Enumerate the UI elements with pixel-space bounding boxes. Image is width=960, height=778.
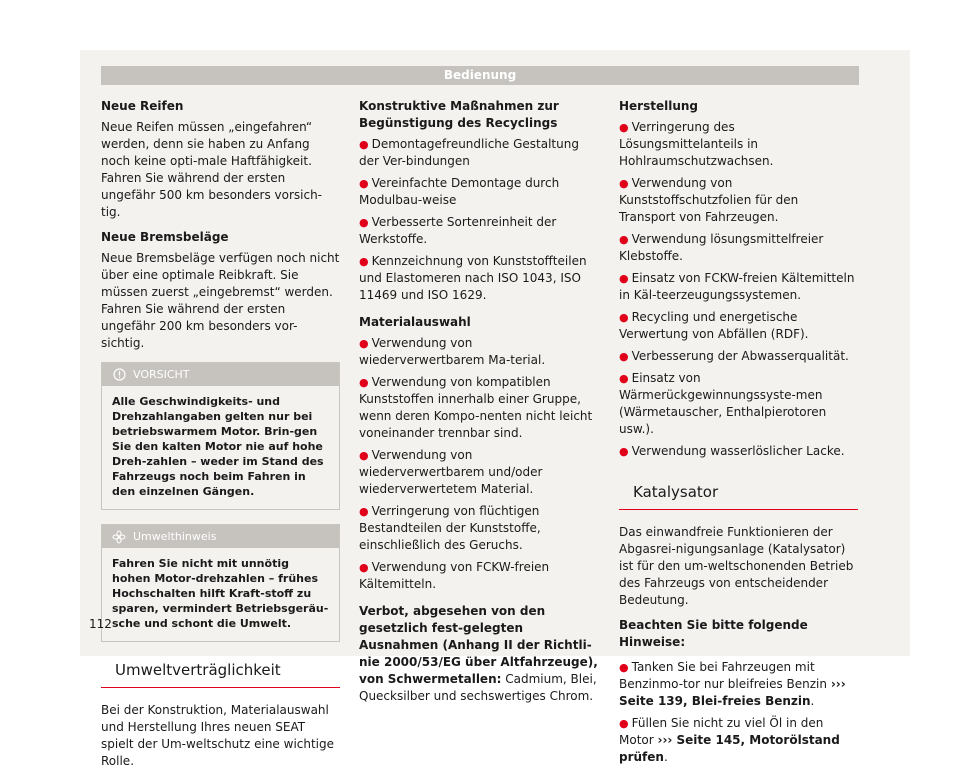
list-item: ● Einsatz von FCKW-freien Kältemitteln in Käl-teerzeugungssystemen. bbox=[619, 271, 855, 302]
list-item: ● Verwendung von FCKW-freien Kältemitteln. bbox=[359, 560, 550, 591]
bullet-icon: ● bbox=[619, 311, 629, 324]
xref-arrow-icon: ››› bbox=[830, 677, 846, 691]
list-item: ● Verwendung von Kunststoffschutzfolien für den Transport von Fahrzeugen. bbox=[619, 176, 799, 224]
list-item: ● Vereinfachte Demontage durch Modulbau-weise bbox=[359, 176, 560, 207]
bullet-icon: ● bbox=[619, 177, 629, 190]
list-item: ● Verwendung von kompatiblen Kunststoffen innerhalb einer Gruppe, wenn deren Kompo-nenten nicht leicht voneinander trennbar sind. bbox=[359, 375, 593, 440]
environment-header bbox=[102, 525, 339, 548]
catalyst-text: Das einwandfreie Funktionieren der Abgasrei-nigungsanlage (Katalysator) ist für den um-weltschonenden Betrieb des Fahrzeugs von entscheidender Bedeutung. bbox=[619, 525, 854, 607]
list-item: ● Verwendung lösungsmittelfreier Klebstoffe. bbox=[619, 232, 824, 263]
environment-intro-text: Bei der Konstruktion, Materialauswahl und Herstellung Ihres neuen SEAT spielt der Um-weltschutz eine wichtige Rolle. bbox=[101, 703, 335, 768]
caution-title: VORSICHT bbox=[133, 368, 190, 381]
column-1 bbox=[101, 98, 340, 778]
heavy-metals-paragraph: Verbot, abgesehen von den gesetzlich fest-gelegten Ausnahmen (Anhang II der Richtli-nie 2000/53/EG über Altfahrzeuge), von Schwermetallen: Cadmium, Blei, Quecksilber und sechswertiges Chrom. bbox=[359, 604, 598, 703]
leaf-flower-icon bbox=[112, 530, 126, 544]
bullet-icon: ● bbox=[619, 717, 629, 730]
list-item: ● Verringerung von flüchtigen Bestandteilen der Kunststoffe, einschließlich des Geruchs. bbox=[359, 504, 541, 552]
list-item: ● Füllen Sie nicht zu viel Öl in den Motor ››› Seite 145, Motorölstand prüfen. bbox=[619, 716, 840, 764]
environment-title: Umwelthinweis bbox=[133, 530, 217, 543]
bullet-icon: ● bbox=[619, 233, 629, 246]
bullet-icon: ● bbox=[619, 121, 629, 134]
list-item: ● Verbesserung der Abwasserqualität. bbox=[619, 349, 849, 363]
caution-box bbox=[101, 362, 340, 510]
list-item: ● Kennzeichnung von Kunststoffteilen und Elastomeren nach ISO 1043, ISO 11469 und ISO 1629. bbox=[359, 254, 587, 302]
bullet-icon: ● bbox=[359, 376, 369, 389]
construct-heading: Konstruktive Maßnahmen zur Begünstigung des Recyclings bbox=[359, 99, 559, 130]
bullet-icon: ● bbox=[359, 216, 369, 229]
list-item: ● Verbesserte Sortenreinheit der Werkstoffe. bbox=[359, 215, 557, 246]
page-number: 112 bbox=[89, 617, 112, 631]
list-item: ● Demontagefreundliche Gestaltung der Ver-bindungen bbox=[359, 137, 579, 168]
bullet-icon: ● bbox=[619, 350, 629, 363]
bullet-icon: ● bbox=[359, 561, 369, 574]
list-item: ● Recycling und energetische Verwertung von Abfällen (RDF). bbox=[619, 310, 809, 341]
caution-header bbox=[102, 363, 339, 386]
list-item: ● Verwendung von wiederverwertbarem und/oder wiederverwertetem Material. bbox=[359, 448, 543, 496]
environment-text: Fahren Sie nicht mit unnötig hohen Motor-drehzahlen – frühes Hochschalten hilft Kraft-stoff zu sparen, vermindert Betriebsgeräu-sche und schont die Umwelt. bbox=[112, 557, 329, 630]
brakes-text: Neue Bremsbeläge verfügen noch nicht über eine optimale Reibkraft. Sie müssen zuerst „eingebremst“ werden. Fahren Sie während der ersten ungefähr 200 km besonders vor-sichtig. bbox=[101, 251, 340, 350]
tires-heading: Neue Reifen bbox=[101, 99, 184, 113]
bullet-icon: ● bbox=[359, 255, 369, 268]
brakes-heading: Neue Bremsbeläge bbox=[101, 230, 229, 244]
list-item: ● Tanken Sie bei Fahrzeugen mit Benzinmo-tor nur bleifreies Benzin ››› Seite 139, Blei-freies Benzin. bbox=[619, 660, 846, 708]
column-2 bbox=[359, 98, 598, 713]
page-header: Bedienung bbox=[101, 66, 859, 85]
section-title-catalyst: Katalysator bbox=[619, 480, 858, 510]
bullet-icon: ● bbox=[619, 445, 629, 458]
material-heading: Materialauswahl bbox=[359, 315, 471, 329]
list-item: ● Verringerung des Lösungsmittelanteils in Hohlraumschutzwachsen. bbox=[619, 120, 774, 168]
bullet-icon: ● bbox=[359, 337, 369, 350]
caution-text: Alle Geschwindigkeits- und Drehzahlangaben gelten nur bei betriebswarmem Motor. Brin-gen Sie den kalten Motor nie auf hohe Dreh-zahlen – weder im Stand des Fahrzeugs noch beim Fahren in den einzelnen Gängen. bbox=[112, 395, 324, 498]
list-item: ● Verwendung von wiederverwertbarem Ma-terial. bbox=[359, 336, 546, 367]
bullet-icon: ● bbox=[619, 372, 629, 385]
notes-heading: Beachten Sie bitte folgende Hinweise: bbox=[619, 618, 808, 649]
list-item: ● Verwendung wasserlöslicher Lacke. bbox=[619, 444, 845, 458]
bullet-icon: ● bbox=[619, 661, 629, 674]
list-item: ● Einsatz von Wärmerückgewinnungssyste-men (Wärmetauscher, Enthalpierotoren usw.). bbox=[619, 371, 827, 436]
warning-circle-icon bbox=[112, 368, 126, 382]
xref-link-oil-level[interactable]: Seite 145, Motorölstand prüfen bbox=[619, 733, 840, 764]
environment-box bbox=[101, 524, 340, 642]
production-heading: Herstellung bbox=[619, 99, 699, 113]
xref-link-unleaded[interactable]: Seite 139, Blei-freies Benzin bbox=[619, 694, 811, 708]
bullet-icon: ● bbox=[619, 272, 629, 285]
bullet-icon: ● bbox=[359, 505, 369, 518]
bullet-icon: ● bbox=[359, 449, 369, 462]
bullet-icon: ● bbox=[359, 177, 369, 190]
xref-arrow-icon: ››› bbox=[657, 733, 673, 747]
tires-text: Neue Reifen müssen „eingefahren“ werden, denn sie haben zu Anfang noch keine opti-male Haftfähigkeit. Fahren Sie während der ersten ungefähr 500 km besonders vorsich-tig. bbox=[101, 120, 323, 219]
section-title-environment: Umweltverträglichkeit bbox=[101, 658, 340, 688]
column-3 bbox=[619, 98, 858, 771]
bullet-icon: ● bbox=[359, 138, 369, 151]
